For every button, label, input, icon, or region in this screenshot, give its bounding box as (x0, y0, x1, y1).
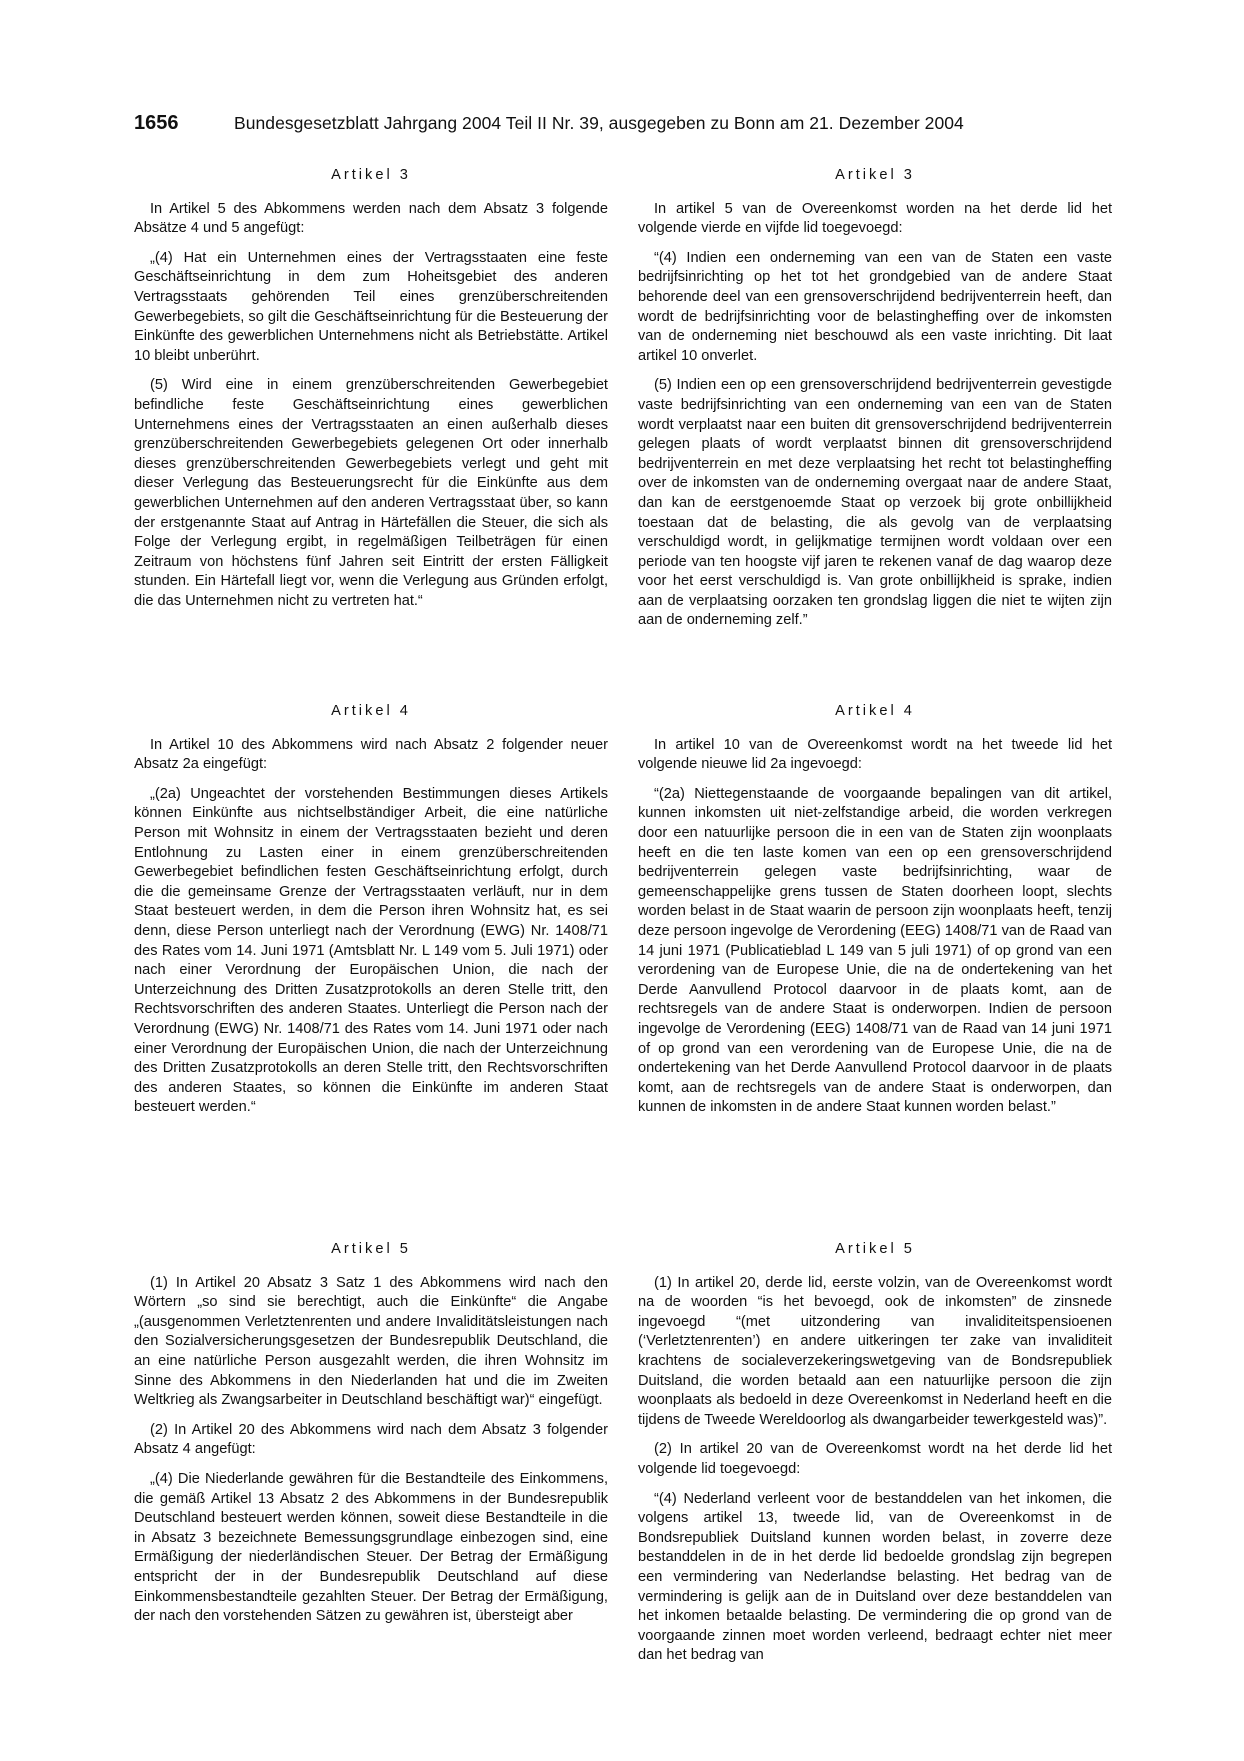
page-header (134, 112, 1110, 142)
paragraph: In artikel 10 van de Overeenkomst wordt na het tweede lid het volgende nieuwe lid 2a ingevoegd: (638, 736, 1112, 773)
paragraph: „(4) Hat ein Unternehmen eines der Vertragsstaaten eine feste Geschäftseinrichtung in dem zum Hoheitsgebiet des anderen Vertragsstaats gehörenden Teil eines grenzüberschreitenden Gewerbegebiets, so gilt die Geschäftseinrichtung für die Besteuerung der Einkünfte des gewerblichen Unternehmens nicht als Betriebstätte. Artikel 10 bleibt unberührt. (134, 249, 608, 364)
paragraph: (5) Wird eine in einem grenzüberschreitenden Gewerbegebiet befindliche feste Geschäftseinrichtung eines gewerblichen Unternehmens eines der Vertragsstaaten an einen außerhalb dieses grenzüberschreitenden Gewerbegebiets gelegenen Ort oder innerhalb dieses grenzüberschreitenden Gewerbegebiets verlegt und geht mit dieser Verlegung das Besteuerungsrecht für die Einkünfte aus dem gewerblichen Unternehmen auf den anderen Vertragsstaat über, so kann der erstgenannte Staat auf Antrag in Härtefällen die Steuer, die sich als Folge der Verlegung ergibt, in regelmäßigen Teilbeträgen für einen Zeitraum von höchstens fünf Jahren seit Eintritt der ersten Fälligkeit stunden. Ein Härtefall liegt vor, wenn die Verlegung aus Gründen erfolgt, die das Unternehmen nicht zu vertreten hat.“ (134, 377, 608, 609)
paragraph: In Artikel 5 des Abkommens werden nach dem Absatz 3 folgende Absätze 4 und 5 angefügt: (134, 200, 608, 237)
paragraph: „(2a) Ungeachtet der vorstehenden Bestimmungen dieses Artikels können Einkünfte aus nichtselbständiger Arbeit, die eine natürliche Person mit Wohnsitz in einem der Vertragsstaaten bezieht und deren Entlohnung zu Lasten einer in einem grenzüberschreitenden Gewerbegebiet befindlichen festen Geschäftseinrichtung erfolgt, durch die die gemeinsame Grenze der Vertragsstaaten verläuft, nur in dem Staat besteuert werden, in dem die Person ihren Wohnsitz hat, es sei denn, diese Person unterliegt nach der Verordnung (EWG) Nr. 1408/71 des Rates vom 14. Juni 1971 (Amtsblatt Nr. L 149 vom 5. Juli 1971) oder nach einer Verordnung der Europäischen Union, die nach der Unterzeichnung des Dritten Zusatzprotokolls an deren Stelle tritt, den Rechtsvorschriften des anderen Staates. Unterliegt die Person nach der Verordnung (EWG) Nr. 1408/71 des Rates vom 14. Juni 1971 oder nach einer Verordnung der Europäischen Union, die nach der Unterzeichnung des Dritten Zusatzprotokolls an deren Stelle tritt, den Rechtsvorschriften des anderen Staates, so können die Einkünfte im anderen Staat besteuert werden.“ (134, 785, 608, 1116)
paragraph: “(4) Nederland verleent voor de bestanddelen van het inkomen, die volgens artikel 13, tweede lid, van de Overeenkomst in de Bondsrepubliek Duitsland kunnen worden belast, in zoverre deze bestanddelen in de in het derde lid bedoelde grondslag zijn begrepen een vermindering van Nederlandse belasting. Het bedrag van de vermindering is gelijk aan de in Duitsland over deze bestanddelen van het inkomen betaalde belasting. De vermindering die op grond van de voorgaande zinnen moet worden verleend, bedraagt echter niet meer dan het bedrag van (638, 1490, 1112, 1664)
article-heading: Artikel 3 (835, 167, 915, 183)
paragraph: In artikel 5 van de Overeenkomst worden na het derde lid het volgende vierde en vijfde lid toegevoegd: (638, 200, 1112, 237)
left-article-5 (134, 1240, 608, 1637)
left-article-4 (134, 702, 608, 1128)
paragraph: “(2a) Niettegenstaande de voorgaande bepalingen van dit artikel, kunnen inkomsten uit niet-zelfstandige arbeid, die worden verkregen door een natuurlijke persoon die in een van de Staten zijn woonplaats heeft en die ten laste komen van een op een grensoverschrijdend bedrijventerrein gelegen vaste bedrijfsinrichting, waar de gemeenschappelijke grens tussen de Staten doorheen loopt, slechts worden belast in de Staat waarin de persoon zijn woonplaats heeft, tenzij deze persoon ingevolge de Verordening (EEG) 1408/71 van de Raad van 14 juni 1971 (Publicatieblad L 149 van 5 juli 1971) of op grond van een verordening van de Europese Unie, die na de ondertekening van het Derde Aanvullend Protocol daarvoor in de plaats komt, aan de rechtsregels van de andere Staat is onderworpen. Indien de persoon ingevolge de Verordening (EEG) 1408/71 van de Raad van 14 juni 1971 of op grond van een verordening van de Europese Unie, die na de ondertekening van het Derde Aanvullend Protocol daarvoor in de plaats komt, aan de rechtsregels van de andere Staat is onderworpen, dan kunnen de inkomsten in de andere Staat kunnen worden belast.” (638, 785, 1112, 1116)
page-number: 1656 (134, 112, 179, 134)
paragraph: (2) In artikel 20 van de Overeenkomst wordt na het derde lid het volgende lid toegevoegd: (638, 1441, 1112, 1477)
paragraph: (1) In artikel 20, derde lid, eerste volzin, van de Overeenkomst wordt na de woorden “is het bevoegd, ook de inkomsten” de zinsnede ingevoegd “(met uitzondering van invaliditeitspensioenen (‘Verletztenrenten’) en andere uitkeringen ter zake van invaliditeit krachtens de socialeverzekeringswetgeving van de Bondsrepubliek Duitsland, die worden betaald aan een natuurlijke persoon die zijn woonplaats als bedoeld in deze Overeenkomst in Nederland heeft en die tijdens de Tweede Wereldoorlog als dwangarbeider tewerkgesteld was)”. (638, 1274, 1112, 1428)
paragraph: In Artikel 10 des Abkommens wird nach Absatz 2 folgender neuer Absatz 2a eingefügt: (134, 736, 608, 773)
right-article-3 (638, 166, 1112, 641)
right-article-5 (638, 1240, 1112, 1676)
right-article-4 (638, 702, 1112, 1128)
left-article-3 (134, 166, 608, 621)
paragraph: “(4) Indien een onderneming van een van de Staten een vaste bedrijfsinrichting op het tot het grondgebied van de andere Staat behorende deel van een grensoverschrijdend bedrijventerrein heeft, dan wordt de bedrijfsinrichting voor de belastingheffing over de inkomsten van de onderneming niet beschouwd als een vaste inrichting. Dit laat artikel 10 onverlet. (638, 249, 1112, 364)
article-heading: Artikel 3 (331, 167, 411, 183)
paragraph: (2) In Artikel 20 des Abkommens wird nach dem Absatz 3 folgender Absatz 4 angefügt: (134, 1421, 608, 1458)
article-heading: Artikel 5 (835, 1241, 915, 1257)
article-heading: Artikel 4 (331, 703, 411, 719)
running-title: Bundesgesetzblatt Jahrgang 2004 Teil II Nr. 39, ausgegeben zu Bonn am 21. Dezember 2004 (234, 113, 964, 133)
paragraph: „(4) Die Niederlande gewähren für die Bestandteile des Einkommens, die gemäß Artikel 13 Absatz 2 des Abkommens in der Bundesrepublik Deutschland besteuert werden können, soweit diese Bestandteile in die in Absatz 3 bezeichnete Bemessungsgrundlage einbezogen sind, eine Ermäßigung der niederländischen Steuer. Der Betrag der Ermäßigung entspricht der in der Bundesrepublik Deutschland auf diese Einkommensbestandteile gezahlten Steuer. Der Betrag der Ermäßigung, der nach den vorstehenden Sätzen zu gewähren ist, übersteigt aber (134, 1470, 608, 1625)
article-heading: Artikel 5 (331, 1241, 411, 1257)
paragraph: (5) Indien een op een grensoverschrijdend bedrijventerrein gevestigde vaste bedrijfsinrichting van een onderneming van een van de Staten wordt verplaatst naar een buiten dit grensoverschrijdend bedrijventerrein gelegen plaats of wordt verplaatst binnen dit grensoverschrijdend bedrijventerrein en met deze verplaatsing het recht tot belastingheffing over de inkomsten van de onderneming overgaat naar de andere Staat, dan kan de eerstgenoemde Staat op verzoek bij grote onbillijkheid toestaan dat de belasting, die als gevolg van de verplaatsing verschuldigd wordt, in gelijkmatige termijnen wordt voldaan over een periode van ten hoogste vijf jaren te rekenen vanaf de dag waarop deze voor het eerst verschuldigd is. Van grote onbillijkheid is sprake, indien aan de verplaatsing oorzaken ten grondslag liggen die niet te wijten zijn aan de onderneming zelf.” (638, 377, 1112, 629)
article-heading: Artikel 4 (835, 703, 915, 719)
paragraph: (1) In Artikel 20 Absatz 3 Satz 1 des Abkommens wird nach den Wörtern „so sind sie berechtigt, auch die Einkünfte“ die Angabe „(ausgenommen Verletztenrenten und andere Invaliditätsleistungen nach den Sozialversicherungsgesetzen der Bundesrepublik Deutschland, die an eine natürliche Person ausgezahlt werden, die ihren Wohnsitz im Sinne des Abkommens in den Niederlanden hat und die im Zweiten Weltkrieg als Zwangsarbeiter in Deutschland beschäftigt war)“ eingefügt. (134, 1274, 608, 1409)
